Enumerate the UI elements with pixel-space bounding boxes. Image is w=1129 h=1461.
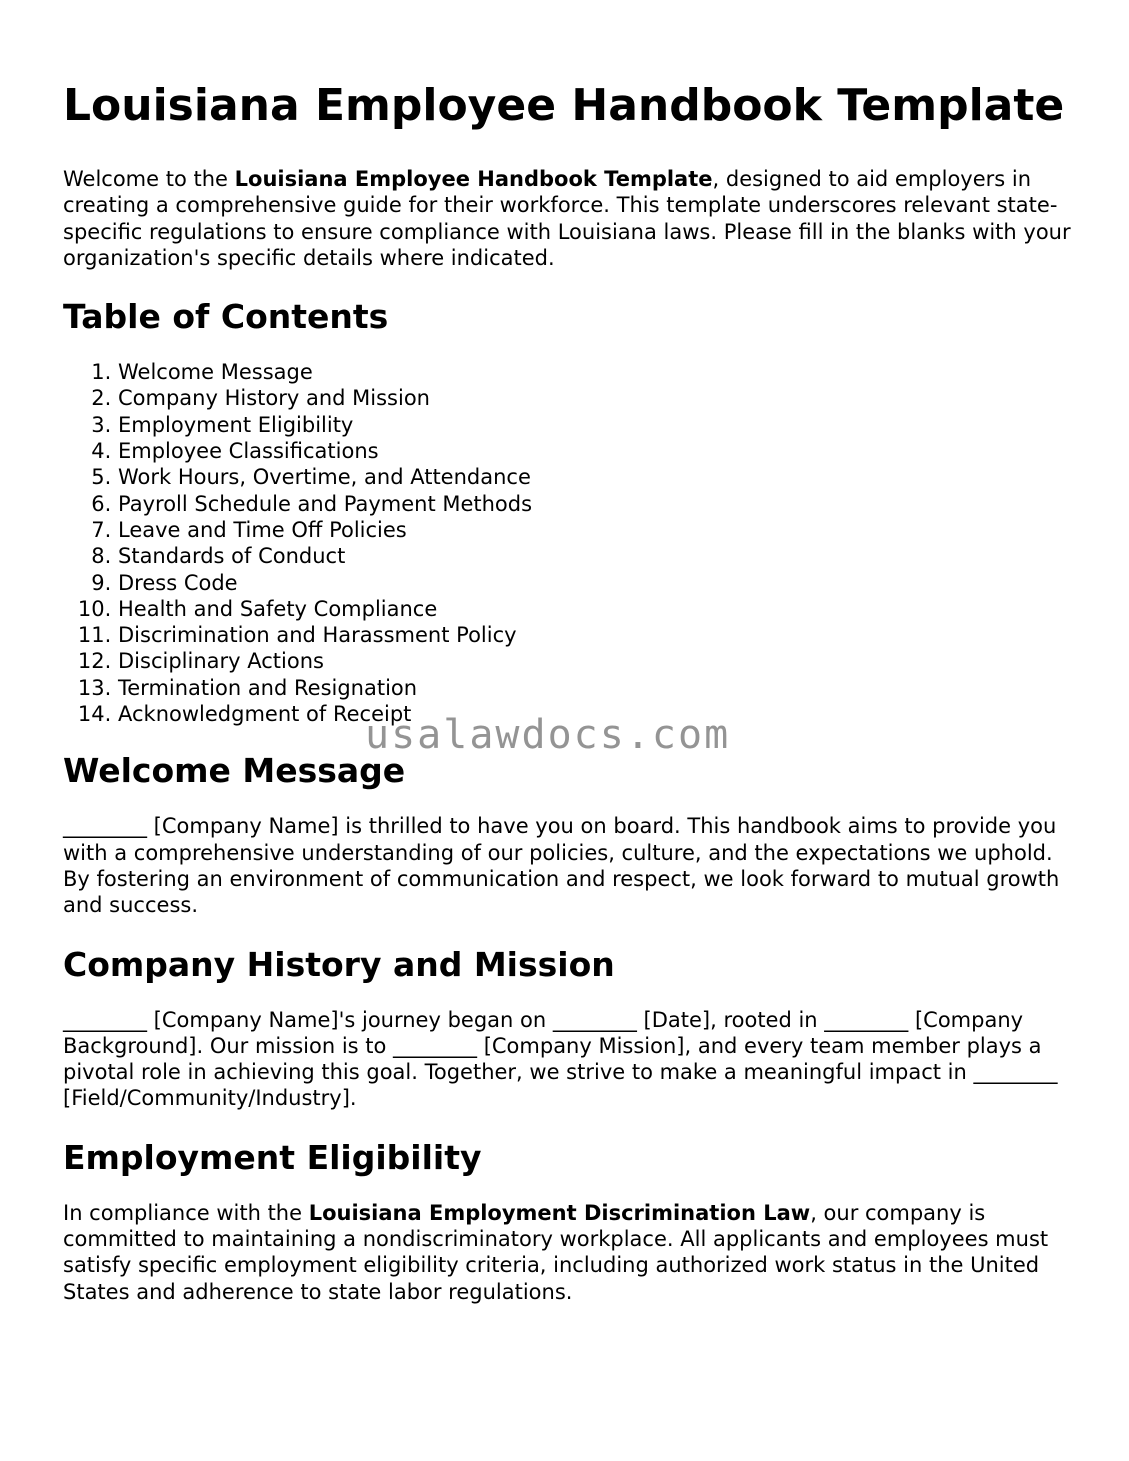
toc-item: 12. Disciplinary Actions	[118, 648, 1073, 674]
toc-item: 14. Acknowledgment of Receipt	[118, 701, 1073, 727]
document-page	[63, 80, 1073, 1331]
toc-item: 6. Payroll Schedule and Payment Methods	[118, 491, 1073, 517]
eligibility-text-end: , our company is committed to maintaining a nondiscriminatory workplace. All applicants and employees must satisfy specific employment eligibility criteria, including authorized work status in the United States and adherence to state labor regulations.	[63, 1200, 1049, 1304]
eligibility-paragraph	[63, 1200, 1073, 1305]
toc-list	[63, 359, 1073, 727]
page-title: Louisiana Employee Handbook Template	[63, 80, 1065, 131]
intro-text-start: Welcome to the	[63, 167, 235, 191]
eligibility-heading: Employment Eligibility	[63, 1137, 482, 1177]
eligibility-text-start: In compliance with the	[63, 1200, 309, 1225]
toc-heading: Table of Contents	[63, 297, 389, 337]
toc-item: 13. Termination and Resignation	[118, 675, 1073, 701]
toc-item: 9. Dress Code	[118, 570, 1073, 596]
welcome-paragraph: ________ [Company Name] is thrilled to have you on board. This handbook aims to provide you with a comprehensive understanding of our policies, culture, and the expectations we uphold. By fostering an environment of communication and respect, we look forward to mutual growth and success.	[63, 814, 1060, 918]
toc-item: 2. Company History and Mission	[118, 385, 1073, 411]
intro-bold-text: Louisiana Employee Handbook Template	[234, 167, 713, 191]
toc-item: 11. Discrimination and Harassment Policy	[118, 622, 1073, 648]
intro-paragraph	[63, 166, 1073, 271]
toc-item: 3. Employment Eligibility	[118, 412, 1073, 438]
toc-item: 1. Welcome Message	[118, 359, 1073, 385]
welcome-heading: Welcome Message	[63, 751, 406, 791]
history-heading: Company History and Mission	[63, 944, 615, 984]
toc-item: 4. Employee Classifications	[118, 438, 1073, 464]
intro-text-end: , designed to aid employers in creating a comprehensive guide for their workforce. This template underscores relevant state-specific regulations to ensure compliance with Louisiana laws. Please fill in the blanks with your organization's specific details where indicated.	[63, 167, 1071, 270]
watermark: usalawdocs.com	[365, 712, 731, 758]
toc-item: 10. Health and Safety Compliance	[118, 596, 1073, 622]
toc-item: 8. Standards of Conduct	[118, 543, 1073, 569]
toc-item: 5. Work Hours, Overtime, and Attendance	[118, 464, 1073, 490]
history-paragraph: ________ [Company Name]'s journey began on ________ [Date], rooted in ________ [Company Background]. Our mission is to ________ [Company Mission], and every team member plays a pivotal role in achieving this goal. Together, we strive to make a meaningful impact in ________ [Field/Community/Industry].	[63, 1007, 1058, 1111]
eligibility-bold-text: Louisiana Employment Discrimination Law	[308, 1200, 811, 1225]
toc-item: 7. Leave and Time Off Policies	[118, 517, 1073, 543]
